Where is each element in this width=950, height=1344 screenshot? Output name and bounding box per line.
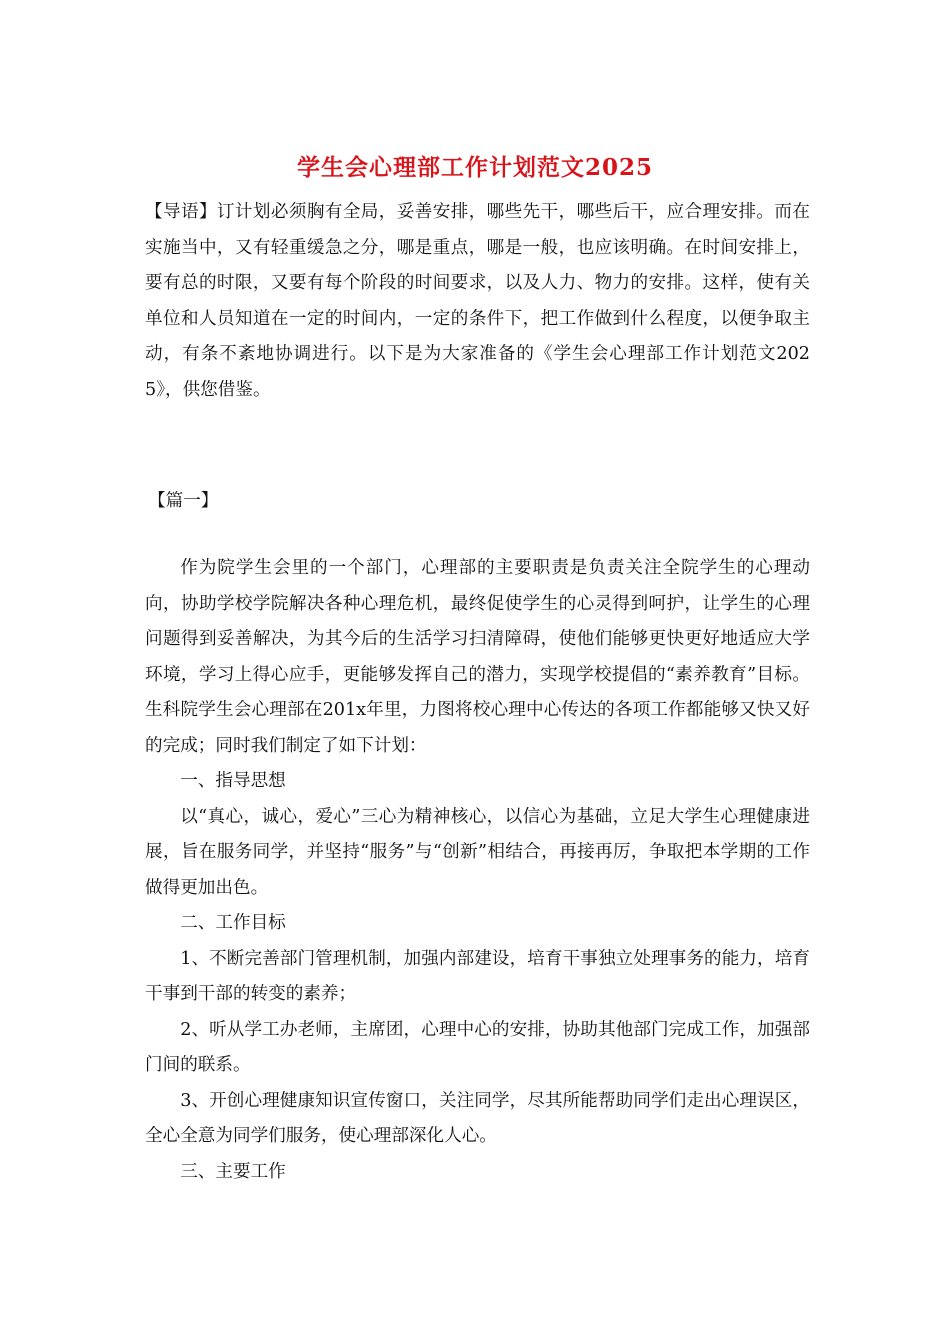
section-label: 【篇一】 [148,491,219,511]
document-title: 学生会心理部工作计划范文2025 [296,154,653,181]
list-item: 3、开创心理健康知识宣传窗口，关注同学，尽其所能帮助同学们走出心理误区，全心全意为同学们服务，使心理部深化人心。 [145,1090,810,1146]
heading-main-work: 三、主要工作 [180,1161,286,1182]
list-item: 2、听从学工办老师，主席团，心理中心的安排，协助其他部门完成工作，加强部门间的联系。 [145,1019,810,1075]
body-paragraph: 以“真心，诚心，爱心”三心为精神核心，以信心为基础，立足大学生心理健康进展，旨在服务同学，并坚持“服务”与“创新”相结合，再接再厉，争取把本学期的工作做得更加出色。 [145,806,810,898]
body-text [145,551,810,1190]
intro-paragraph: 【导语】订计划必须胸有全局，妥善安排，哪些先干，哪些后干，应合理安排。而在实施当中，又有轻重缓急之分，哪是重点，哪是一般，也应该明确。在时间安排上，要有总的时限，又要有每个阶段的时间要求，以及人力、物力的安排。这样，使有关单位和人员知道在一定的时间内，一定的条件下，把工作做到什么程度，以便争取主动，有条不紊地协调进行。以下是为大家准备的《学生会心理部工作计划范文2025》，供您借鉴。 [145,202,810,400]
heading-work-goals: 二、工作目标 [180,913,286,933]
heading-guiding-ideology: 一、指导思想 [180,771,286,791]
list-item: 1、不断完善部门管理机制，加强内部建设，培育干事独立处理事务的能力，培育干事到干部的转变的素养； [145,948,810,1004]
body-paragraph: 作为院学生会里的一个部门，心理部的主要职责是负责关注全院学生的心理动向，协助学校学院解决各种心理危机，最终促使学生的心灵得到呵护，让学生的心理问题得到妥善解决，为其今后的生活学习扫清障碍，使他们能够更快更好地适应大学环境，学习上得心应手，更能够发挥自己的潜力，实现学校提倡的“素养教育”目标。生科院学生会心理部在201x年里，力图将校心理中心传达的各项工作都能够又快又好的完成；同时我们制定了如下计划： [145,558,810,756]
